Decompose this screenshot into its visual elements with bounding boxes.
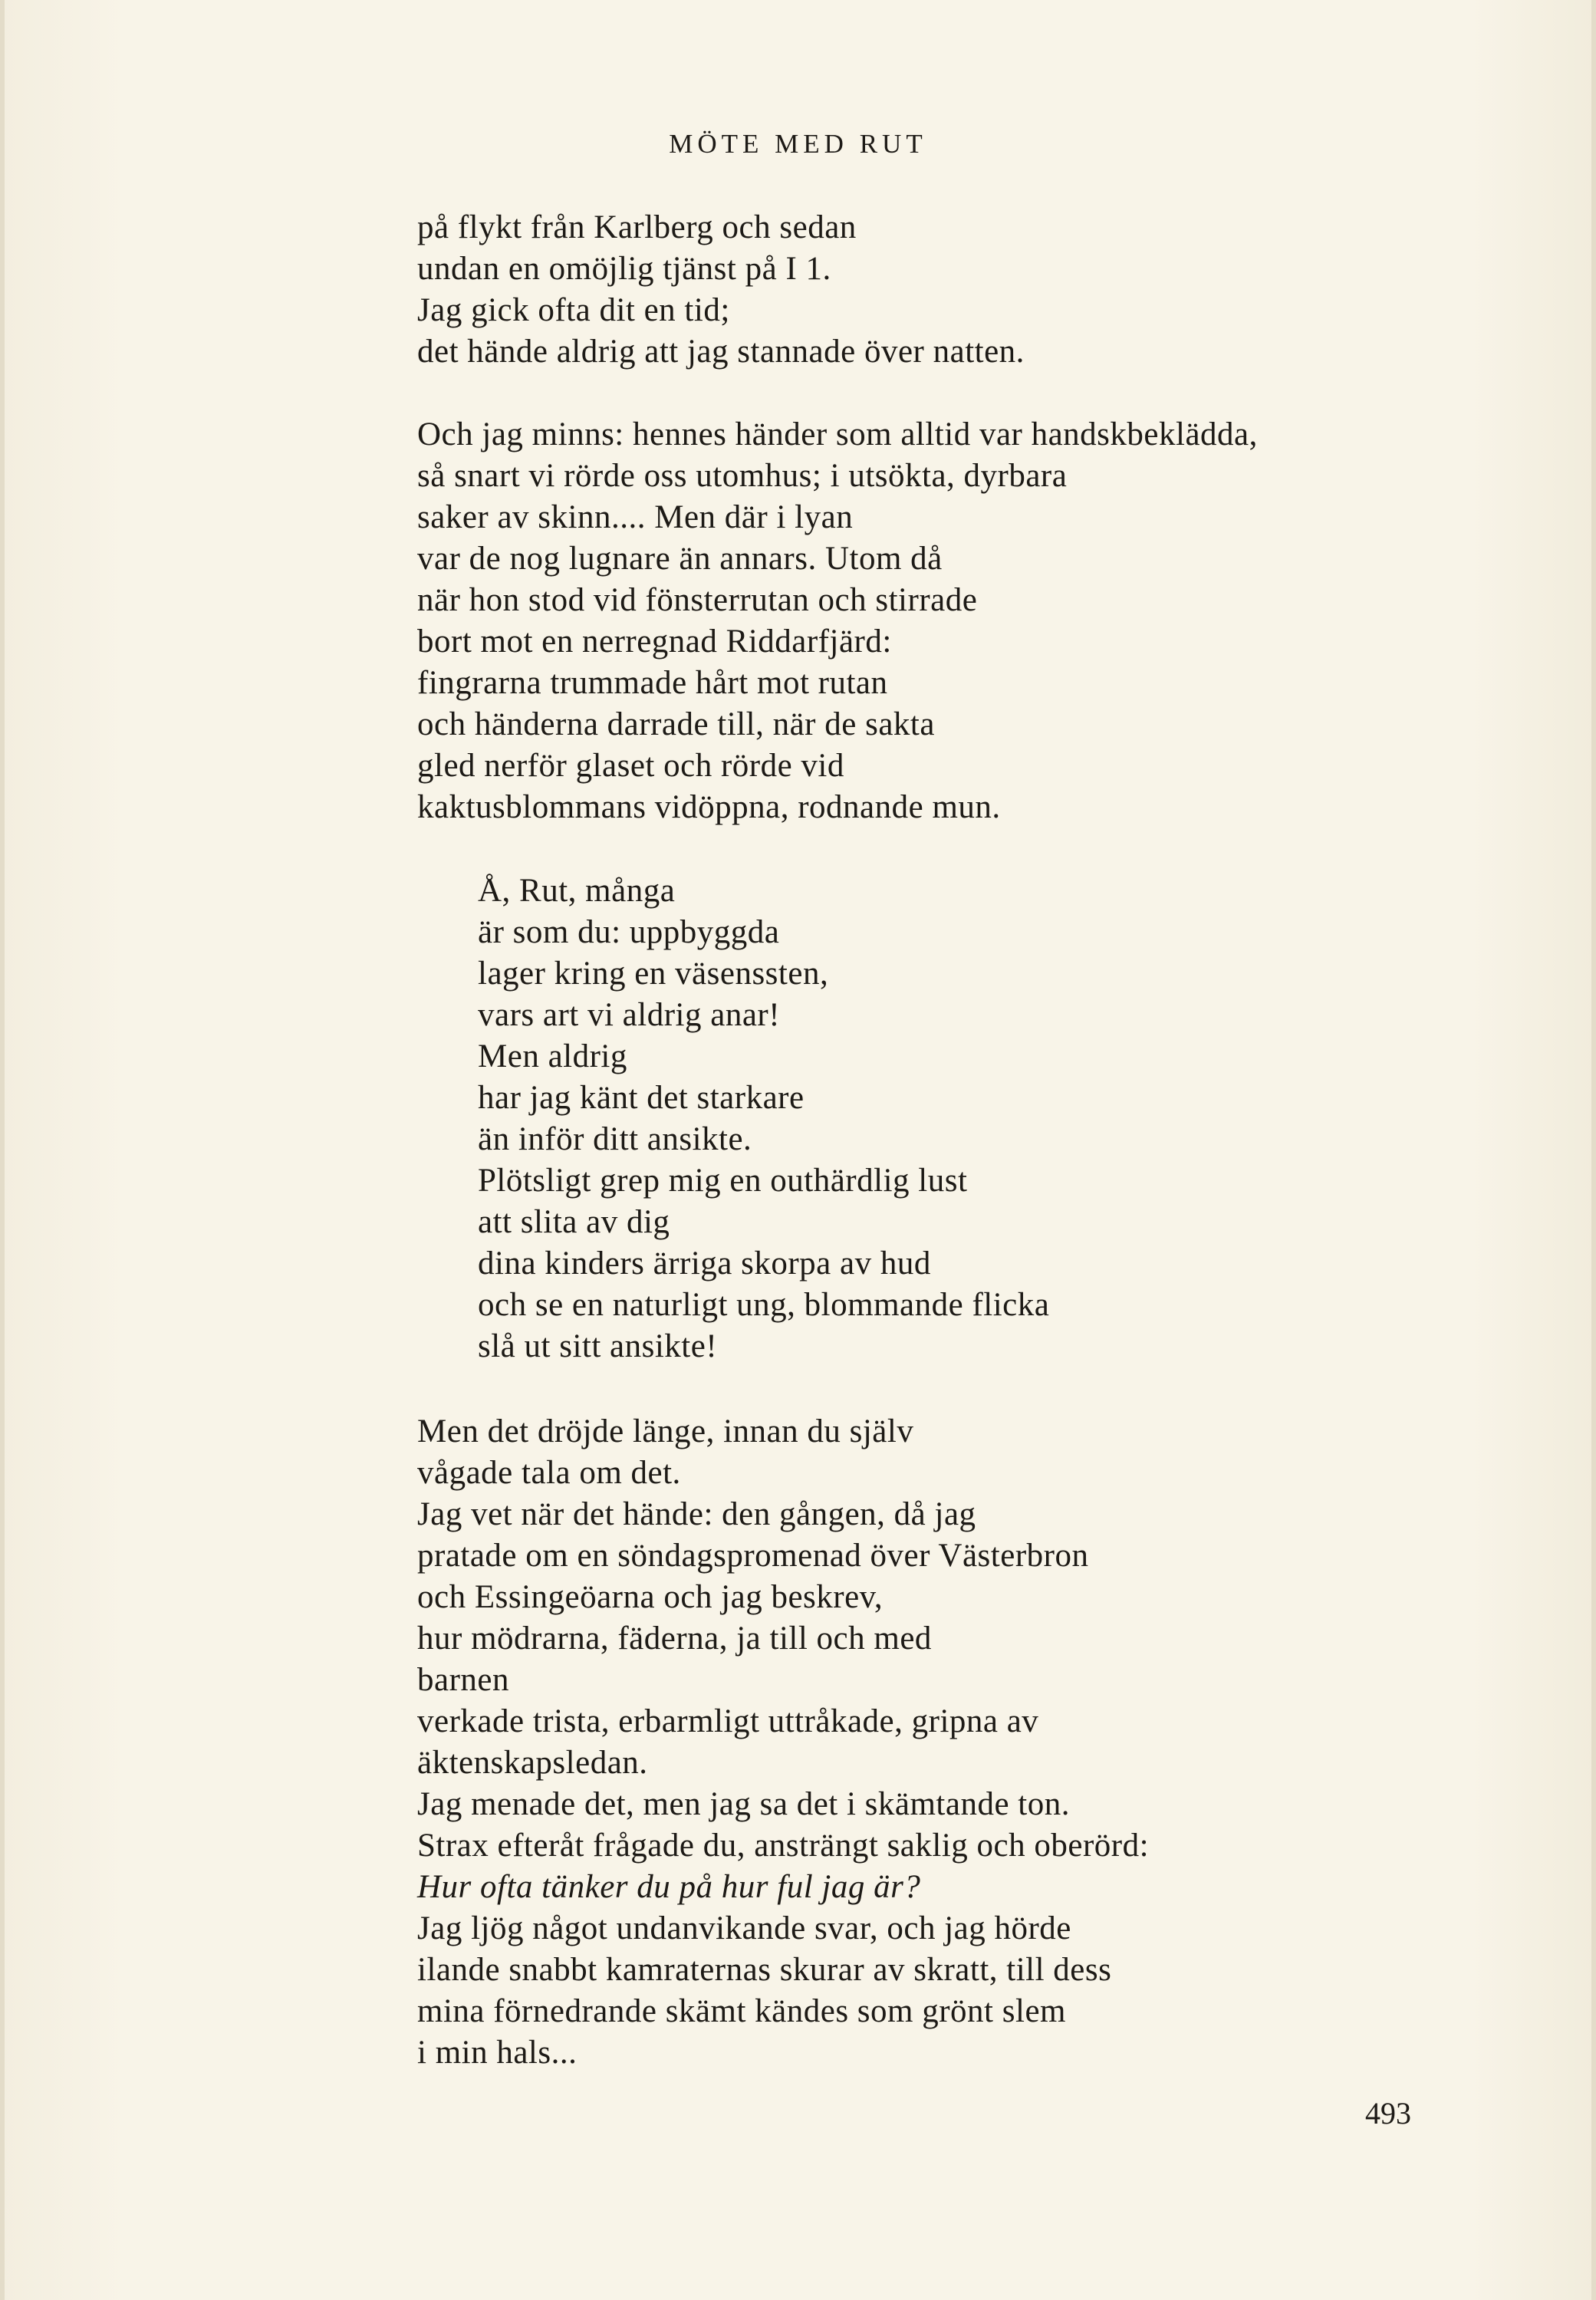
poem-line: fingrarna trummade hårt mot rutan: [417, 665, 888, 701]
poem-line: är som du: uppbyggda: [478, 914, 780, 950]
poem-line: Men det dröjde länge, innan du själv: [417, 1413, 914, 1449]
page-number: 493: [1365, 2096, 1411, 2131]
stanza-1: [417, 207, 1025, 373]
poem-line: Jag menade det, men jag sa det i skämtande ton.: [417, 1786, 1070, 1822]
poem-line: saker av skinn.... Men där i lyan: [417, 499, 854, 535]
poem-line: att slita av dig: [478, 1204, 670, 1240]
poem-line: och se en naturligt ung, blommande flicka: [478, 1287, 1050, 1323]
poem-line: Plötsligt grep mig en outhärdlig lust: [478, 1163, 968, 1199]
stanza-2: [417, 414, 1258, 828]
poem-line: mina förnedrande skämt kändes som grönt slem: [417, 1993, 1066, 2029]
poem-line: i min hals...: [417, 2035, 578, 2071]
poem-line: när hon stod vid fönsterrutan och stirrade: [417, 582, 978, 618]
poem-line: lager kring en väsenssten,: [478, 956, 829, 992]
poem-line: kaktusblommans vidöppna, rodnande mun.: [417, 789, 1001, 825]
poem-line: äktenskapsledan.: [417, 1745, 648, 1781]
poem-line: har jag känt det starkare: [478, 1080, 805, 1116]
page-edge-left: [0, 0, 5, 2300]
poem-line: det hände aldrig att jag stannade över natten.: [417, 334, 1025, 370]
poem-line: än inför ditt ansikte.: [478, 1121, 752, 1157]
poem-line: och Essingeöarna och jag beskrev,: [417, 1579, 884, 1615]
poem-line: slå ut sitt ansikte!: [478, 1328, 718, 1364]
poem-line: Jag gick ofta dit en tid;: [417, 292, 730, 328]
poem-line: vågade tala om det.: [417, 1455, 681, 1491]
poem-line: undan en omöjlig tjänst på I 1.: [417, 251, 831, 287]
poem-line: Och jag minns: hennes händer som alltid var handskbeklädda,: [417, 416, 1258, 452]
running-title: MÖTE MED RUT: [669, 129, 927, 159]
poem-line: var de nog lugnare än annars. Utom då: [417, 541, 943, 577]
page-edge-right: [1591, 0, 1596, 2300]
poem-line: på flykt från Karlberg och sedan: [417, 209, 857, 245]
poem-line: Jag ljög något undanvikande svar, och jag hörde: [417, 1910, 1071, 1946]
poem-line: Jag vet när det hände: den gången, då jag: [417, 1496, 976, 1532]
poem-line: barnen: [417, 1662, 509, 1698]
poem-line: Strax efteråt frågade du, ansträngt saklig och oberörd:: [417, 1828, 1150, 1864]
poem-line: bort mot en nerregnad Riddarfjärd:: [417, 624, 892, 660]
poem-line: Å, Rut, många: [478, 873, 676, 909]
poem-line: dina kinders ärriga skorpa av hud: [478, 1245, 931, 1282]
poem-line: gled nerför glaset och rörde vid: [417, 748, 844, 784]
poem-line: ilande snabbt kamraternas skurar av skratt, till dess: [417, 1952, 1112, 1988]
poem-line: vars art vi aldrig anar!: [478, 997, 781, 1033]
poem-line: hur mödrarna, fäderna, ja till och med: [417, 1621, 932, 1657]
poem-line: pratade om en söndagspromenad över Västerbron: [417, 1538, 1089, 1574]
stanza-4: [417, 1411, 1149, 2074]
poem-line: så snart vi rörde oss utomhus; i utsökta, dyrbara: [417, 458, 1068, 494]
poem-line: verkade trista, erbarmligt uttråkade, gripna av: [417, 1703, 1039, 1739]
poem-line: Men aldrig: [478, 1038, 627, 1074]
poem-line-italic-question: Hur ofta tänker du på hur ful jag är?: [417, 1869, 921, 1905]
poem-line: och händerna darrade till, när de sakta: [417, 706, 935, 742]
stanza-3-indented: [478, 870, 1049, 1367]
